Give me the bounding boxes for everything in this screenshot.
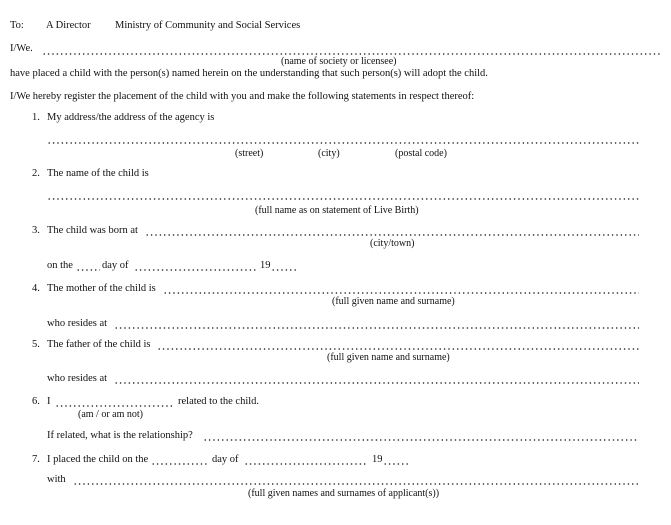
relation-status-caption: (am / or am not) [78,409,143,420]
iwe-label: I/We. [10,43,33,54]
father-address-field[interactable] [114,382,639,384]
mother-name-field[interactable] [163,292,639,294]
postal-code-caption: (postal code) [395,148,447,159]
relationship-field[interactable] [203,439,639,441]
century-label: 19 [260,260,271,271]
item3-text: The child was born at [47,225,138,236]
birth-month-field[interactable] [134,269,258,271]
child-name-field[interactable] [47,198,639,200]
birthplace-caption: (city/town) [370,238,415,249]
mother-name-caption: (full given name and surname) [332,296,455,307]
society-name-field[interactable] [42,53,660,55]
mother-address-field[interactable] [114,327,639,329]
item2-number: 2. [32,168,40,179]
recipient: A Director [46,20,91,31]
item4-number: 4. [32,283,40,294]
city-caption: (city) [318,148,340,159]
placement-month-field[interactable] [244,463,366,465]
to-label: To: [10,20,24,31]
father-name-caption: (full given name and surname) [327,352,450,363]
address-field[interactable] [47,142,639,144]
relationship-question: If related, what is the relationship? [47,430,193,441]
item4-text: The mother of the child is [47,283,156,294]
birth-year-field[interactable] [271,269,297,271]
item6-number: 6. [32,396,40,407]
item7-century-label: 19 [372,454,383,465]
placement-year-field[interactable] [383,463,409,465]
item7-text: I placed the child on the [47,454,149,465]
item7-number: 7. [32,454,40,465]
mother-resides-label: who resides at [47,318,108,329]
register-statement: I/We hereby register the placement of the child with you and make the following statements in respect thereof: [10,91,475,102]
society-caption: (name of society or licensee) [281,56,397,67]
father-name-field[interactable] [157,348,639,350]
item3-number: 3. [32,225,40,236]
placed-statement: have placed a child with the person(s) named herein on the understanding that such person(s) will adopt the child. [10,68,488,79]
item5-number: 5. [32,339,40,350]
relation-status-field[interactable] [55,405,175,407]
item1-text: My address/the address of the agency is [47,112,215,123]
child-name-caption: (full name as on statement of Live Birth) [255,205,419,216]
on-the-label: on the [47,260,73,271]
ministry-name: Ministry of Community and Social Services [115,20,301,31]
placement-day-field[interactable] [151,463,209,465]
item7-day-of-label: day of [212,454,239,465]
day-of-label: day of [102,260,129,271]
with-label: with [47,474,66,485]
related-label: related to the child. [178,396,260,407]
item5-text: The father of the child is [47,339,151,350]
item1-number: 1. [32,112,40,123]
item2-text: The name of the child is [47,168,149,179]
birth-day-field[interactable] [76,269,100,271]
father-resides-label: who resides at [47,373,108,384]
birthplace-field[interactable] [145,234,639,236]
item6-text: I [47,396,51,407]
street-caption: (street) [235,148,264,159]
applicants-caption: (full given names and surnames of applicant(s)) [248,488,440,499]
applicants-field[interactable] [73,483,639,485]
